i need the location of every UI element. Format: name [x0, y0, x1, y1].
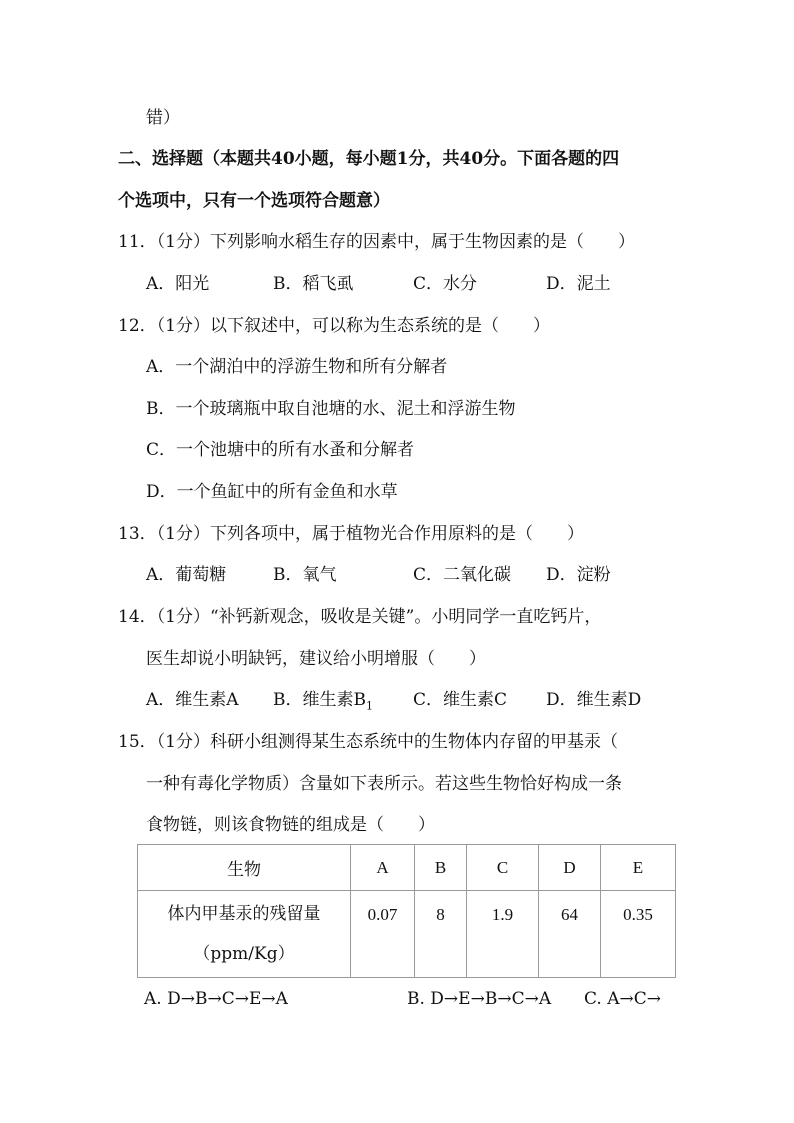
option-b[interactable]: B．维生素$B_1$ — [273, 690, 373, 713]
row-label-line-1: 体内甲基汞的残留量 — [167, 904, 321, 924]
header-a: A — [351, 845, 415, 891]
question-11-stem: 11．（1分）下列影响水稻生存的因素中，属于生物因素的是（ ） — [118, 232, 635, 252]
option-c[interactable]: C．维生素C — [413, 690, 508, 710]
question-15-stem-line-1: 15．（1分）科研小组测得某生态系统中的生物体内存留的甲基汞（ — [118, 732, 618, 752]
value-d: 64 — [539, 891, 601, 978]
question-15-stem-line-3: 食物链，则该食物链的组成是（ ） — [146, 815, 435, 835]
question-15-options — [144, 988, 684, 1010]
header-e: E — [601, 845, 676, 891]
mercury-residue-table — [137, 844, 676, 978]
value-e: 0.35 — [601, 891, 676, 978]
question-14-stem-line-1: 14．（1分）“补钙新观念，吸收是关键”。小明同学一直吃钙片， — [118, 607, 602, 627]
question-13-options — [146, 564, 666, 586]
subscript-1: 1 — [366, 699, 373, 713]
question-12-option-b[interactable]: B．一个玻璃瓶中取自池塘的水、泥土和浮游生物 — [146, 399, 516, 419]
question-12-option-d[interactable]: D．一个鱼缸中的所有金鱼和水草 — [146, 482, 398, 502]
question-12-stem: 12．（1分）以下叙述中，可以称为生态系统的是（ ） — [118, 316, 550, 336]
option-a[interactable]: A. D→B→C→E→A — [144, 989, 288, 1009]
option-d[interactable]: D．维生素D — [546, 690, 642, 710]
previous-question-tail: 错） — [146, 108, 180, 128]
option-d[interactable]: D．淀粉 — [546, 565, 611, 585]
question-15-stem-line-2: 一种有毒化学物质）含量如下表所示。若这些生物恰好构成一条 — [146, 774, 622, 794]
table-header-row — [138, 845, 676, 891]
question-14-options — [146, 689, 666, 711]
option-c[interactable]: C. A→C→ — [584, 989, 661, 1009]
header-c: C — [467, 845, 539, 891]
section-heading-line-2: 个选项中，只有一个选项符合题意） — [118, 191, 390, 211]
option-b[interactable]: B. D→E→B→C→A — [407, 989, 552, 1009]
header-organism: 生物 — [138, 845, 351, 891]
option-c[interactable]: C．水分 — [413, 274, 478, 294]
header-d: D — [539, 845, 601, 891]
row-label — [138, 891, 351, 978]
option-a[interactable]: A．葡萄糖 — [146, 565, 227, 585]
question-12-option-a[interactable]: A．一个湖泊中的浮游生物和所有分解者 — [146, 357, 448, 377]
question-11-options — [146, 273, 666, 295]
question-13-stem: 13．（1分）下列各项中，属于植物光合作用原料的是（ ） — [118, 524, 584, 544]
option-a[interactable]: A．维生素A — [146, 690, 239, 710]
option-b[interactable]: B．氧气 — [273, 565, 337, 585]
table-data-row — [138, 891, 676, 978]
option-d[interactable]: D．泥土 — [546, 274, 611, 294]
option-c[interactable]: C．二氧化碳 — [413, 565, 512, 585]
question-12-option-c[interactable]: C．一个池塘中的所有水蚤和分解者 — [146, 440, 415, 460]
value-a: 0.07 — [351, 891, 415, 978]
question-14-stem-line-2: 医生却说小明缺钙，建议给小明增服（ ） — [146, 649, 486, 669]
option-b[interactable]: B．稻飞虱 — [273, 274, 354, 294]
value-b: 8 — [415, 891, 467, 978]
row-label-line-2: （ppm/Kg） — [193, 944, 295, 964]
section-heading-line-1: 二、选择题（本题共40小题，每小题1分，共40分。下面各题的四 — [118, 149, 620, 169]
header-b: B — [415, 845, 467, 891]
option-a[interactable]: A．阳光 — [146, 274, 210, 294]
value-c: 1.9 — [467, 891, 539, 978]
